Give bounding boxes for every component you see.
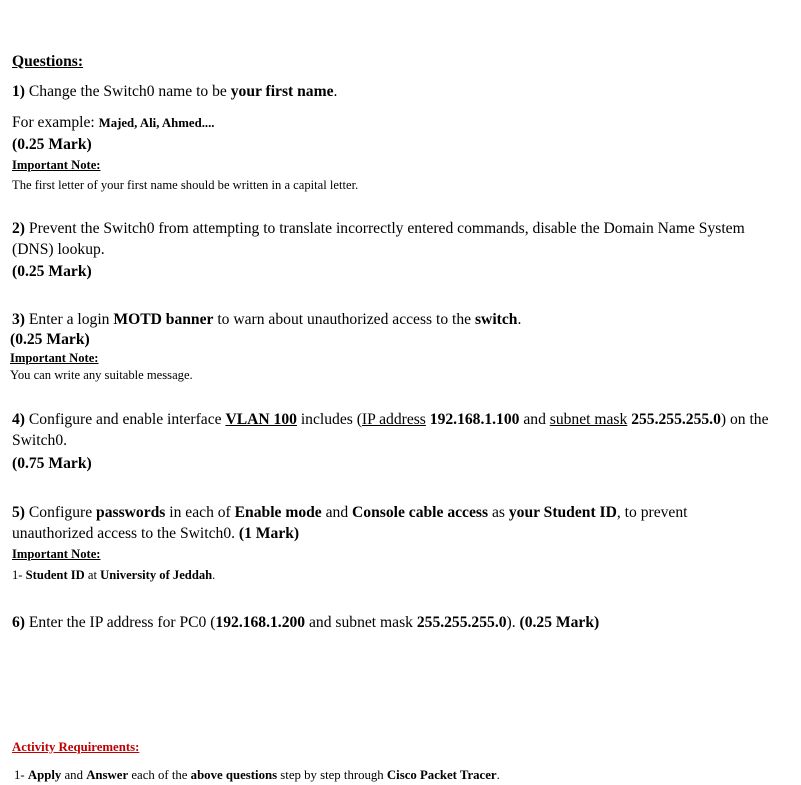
question-text: Change the Switch0 name to be bbox=[28, 83, 231, 100]
question-text: and bbox=[519, 411, 550, 428]
question-underline: IP address bbox=[361, 411, 426, 428]
question-4 bbox=[12, 409, 772, 451]
note-emphasis: Student ID bbox=[25, 568, 85, 582]
question-emphasis: 192.168.1.200 bbox=[215, 614, 306, 631]
question-5-note-label: Important Note: bbox=[12, 547, 101, 561]
questions-heading: Questions: bbox=[12, 53, 84, 70]
question-emphasis: MOTD banner bbox=[113, 311, 214, 328]
question-text: Prevent the Switch0 from attempting to translate incorrectly entered commands, disable the Domain Name System (DNS) lookup. bbox=[12, 220, 745, 258]
question-3-note-label: Important Note: bbox=[10, 351, 99, 365]
activity-heading: Activity Requirements: bbox=[12, 740, 140, 754]
question-text: ). bbox=[506, 614, 520, 631]
requirement-emphasis: above questions bbox=[190, 768, 278, 782]
question-6-mark: (0.25 Mark) bbox=[519, 614, 600, 631]
question-number: 2) bbox=[12, 220, 25, 237]
question-text: ) on the Switch0. bbox=[12, 411, 769, 449]
question-5 bbox=[12, 502, 752, 544]
question-emphasis: your Student ID bbox=[508, 504, 617, 521]
question-text: Configure bbox=[28, 504, 97, 521]
requirement-emphasis: Answer bbox=[86, 768, 129, 782]
question-emphasis: your first name bbox=[230, 83, 334, 100]
question-emphasis: passwords bbox=[96, 504, 166, 521]
question-emphasis: VLAN 100 bbox=[225, 411, 297, 428]
question-3-mark: (0.25 Mark) bbox=[10, 331, 90, 348]
question-4-mark: (0.75 Mark) bbox=[12, 455, 92, 472]
question-text: . bbox=[517, 311, 522, 328]
question-emphasis: 192.168.1.100 bbox=[429, 411, 520, 428]
question-2-mark: (0.25 Mark) bbox=[12, 263, 92, 280]
question-number: 4) bbox=[12, 411, 25, 428]
question-emphasis: Enable mode bbox=[234, 504, 322, 521]
question-text: Enter the IP address for PC0 ( bbox=[28, 614, 216, 631]
question-1-note-text: The first letter of your first name should be written in a capital letter. bbox=[12, 178, 359, 192]
question-text: to warn about unauthorized access to the bbox=[213, 311, 475, 328]
question-text: includes ( bbox=[296, 411, 362, 428]
question-3 bbox=[12, 310, 521, 329]
question-text: and bbox=[321, 504, 353, 521]
question-underline: subnet mask bbox=[549, 411, 628, 428]
question-1-mark: (0.25 Mark) bbox=[12, 136, 92, 153]
question-2 bbox=[12, 218, 772, 260]
note-text: . bbox=[212, 568, 216, 582]
activity-requirement-1 bbox=[14, 766, 500, 785]
requirement-text: and bbox=[61, 768, 87, 782]
question-1 bbox=[12, 82, 337, 101]
note-emphasis: University of Jeddah bbox=[100, 568, 213, 582]
question-1-example bbox=[12, 113, 215, 133]
question-number: 6) bbox=[12, 614, 25, 631]
question-text: in each of bbox=[165, 504, 235, 521]
question-text: as bbox=[488, 504, 509, 521]
question-text: , to prevent unauthorized access to the Switch0. bbox=[12, 504, 688, 542]
question-text: . bbox=[333, 83, 338, 100]
question-emphasis: Console cable access bbox=[352, 504, 489, 521]
requirement-text: step by step through bbox=[277, 768, 387, 782]
requirement-text: each of the bbox=[128, 768, 191, 782]
question-text: and subnet mask bbox=[305, 614, 417, 631]
note-text: at bbox=[84, 568, 101, 582]
requirement-emphasis: Apply bbox=[27, 768, 62, 782]
question-text: Enter a login bbox=[28, 311, 114, 328]
example-value: Majed, Ali, Ahmed.... bbox=[98, 116, 215, 130]
requirement-emphasis: Cisco Packet Tracer bbox=[386, 768, 497, 782]
question-5-mark: (1 Mark) bbox=[238, 525, 300, 542]
question-5-note-text bbox=[12, 568, 215, 583]
question-1-note-label: Important Note: bbox=[12, 158, 101, 172]
question-number: 1) bbox=[12, 83, 25, 100]
question-emphasis: 255.255.255.0 bbox=[416, 614, 507, 631]
question-number: 5) bbox=[12, 504, 25, 521]
requirement-text: . bbox=[496, 768, 500, 782]
question-emphasis: switch bbox=[474, 311, 518, 328]
question-emphasis: 255.255.255.0 bbox=[631, 411, 721, 428]
question-6 bbox=[12, 613, 599, 632]
question-number: 3) bbox=[12, 311, 25, 328]
question-3-note-text: You can write any suitable message. bbox=[10, 368, 193, 382]
example-label: For example: bbox=[12, 114, 99, 131]
requirement-prefix: 1- bbox=[14, 768, 28, 782]
note-prefix: 1- bbox=[12, 568, 26, 582]
question-text: Configure and enable interface bbox=[28, 411, 226, 428]
